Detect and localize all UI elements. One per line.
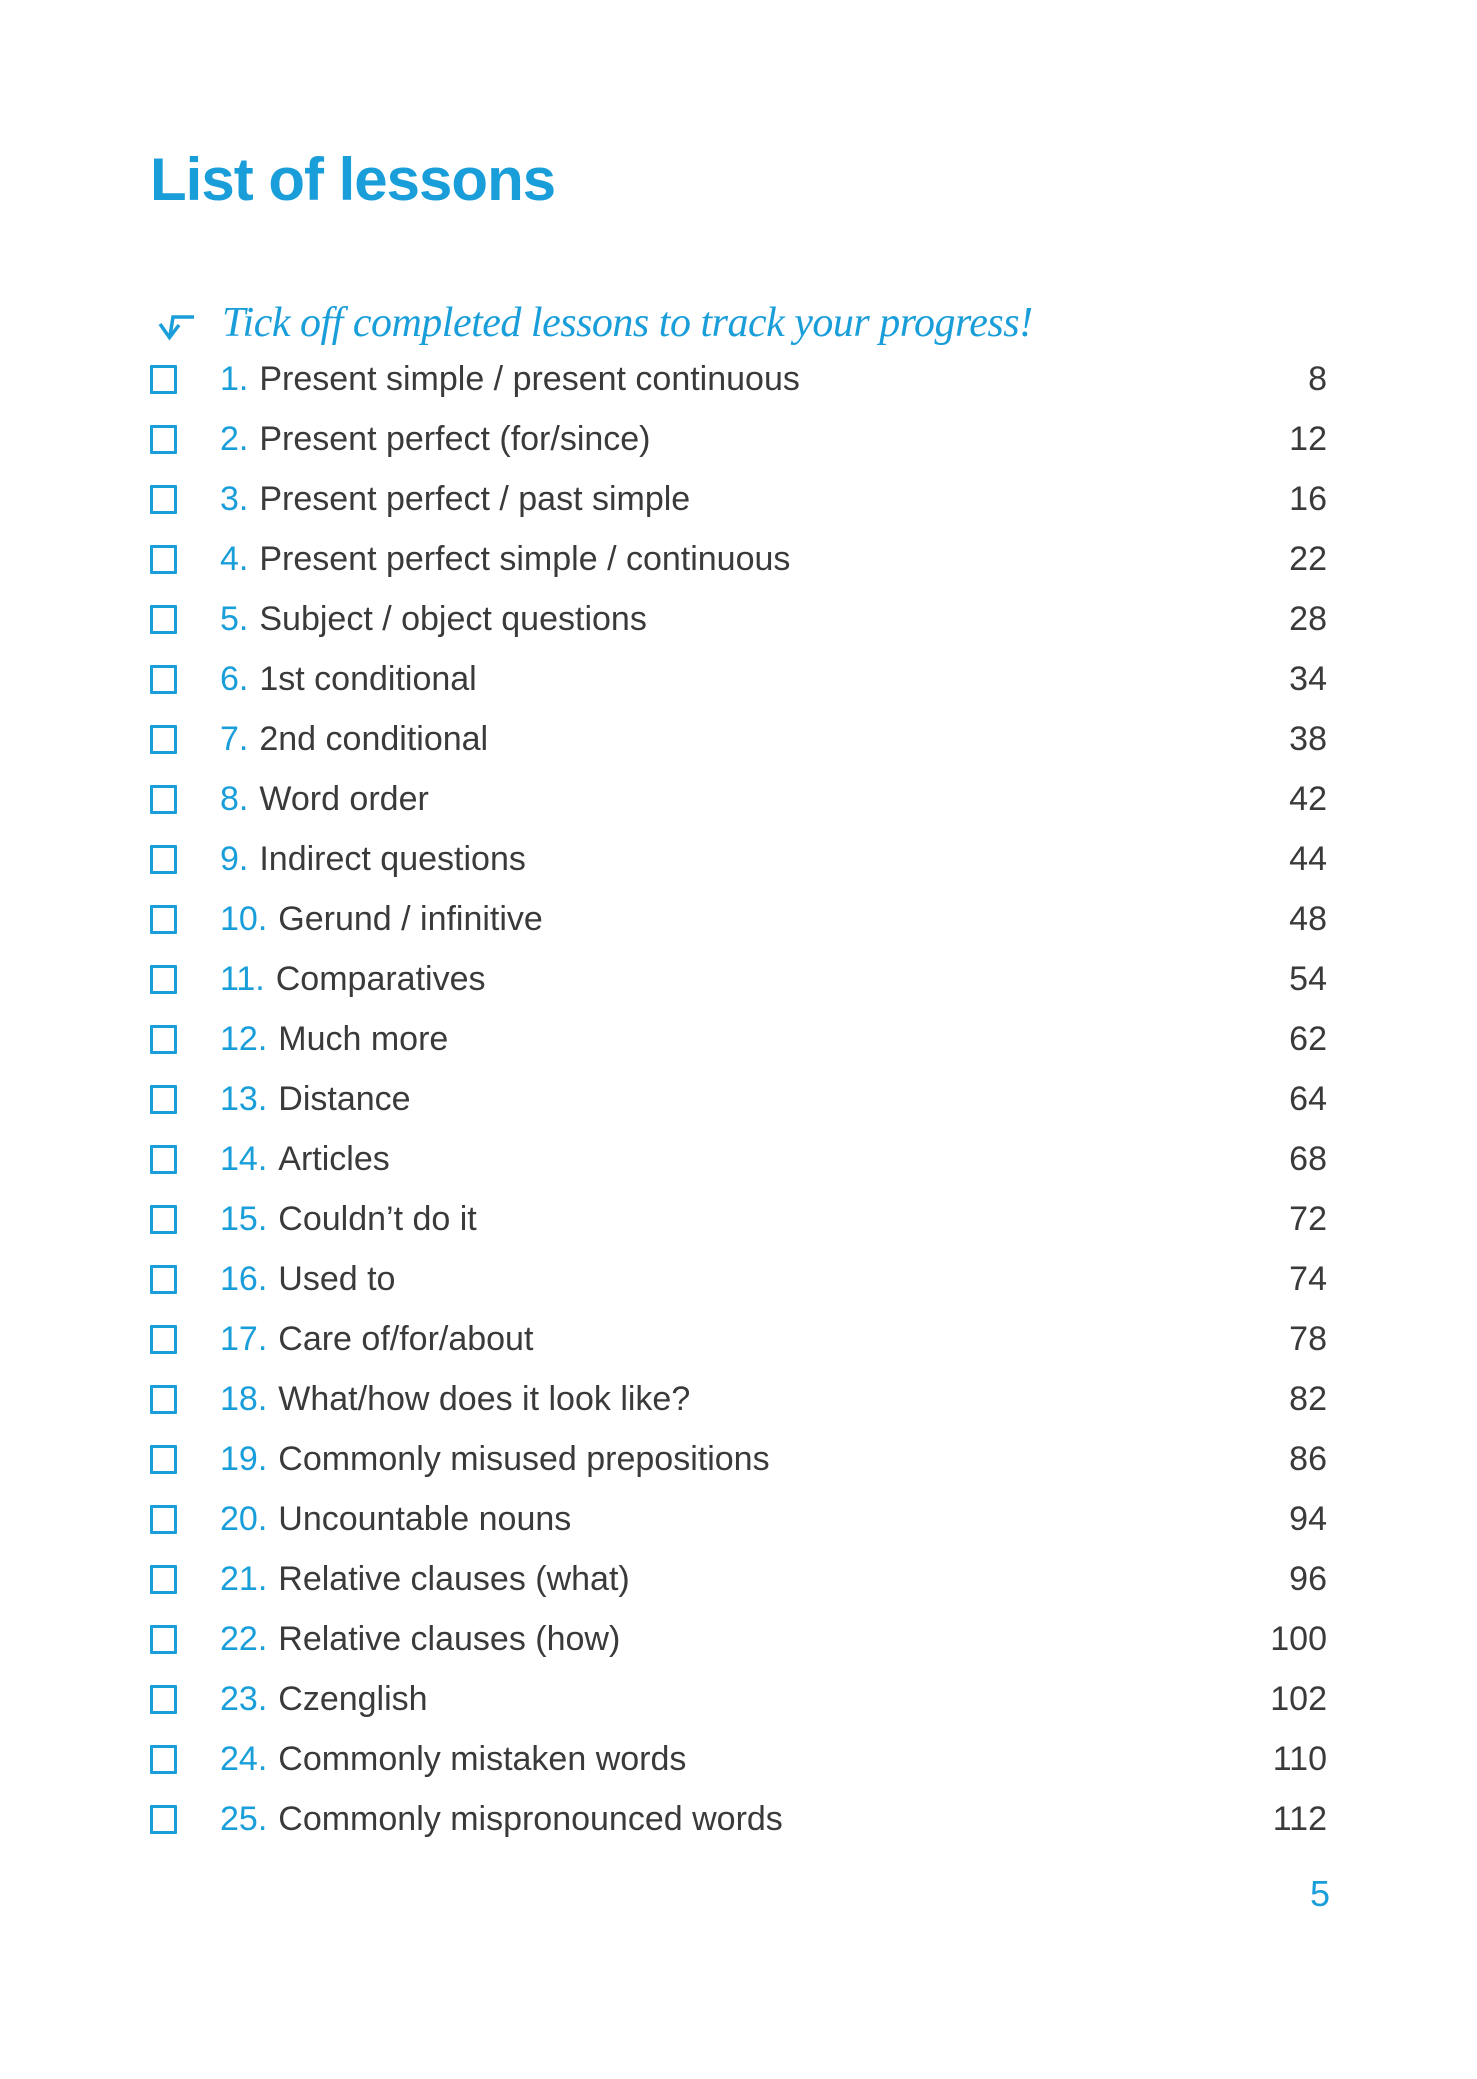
lesson-list	[150, 349, 1327, 1849]
lesson-row	[150, 1789, 1327, 1849]
lesson-page-number: 12	[1289, 419, 1327, 458]
lesson-checkbox[interactable]	[150, 425, 177, 454]
lesson-page-number: 54	[1289, 959, 1327, 998]
lesson-page-number: 8	[1308, 359, 1327, 398]
lesson-number: 25.	[220, 1799, 268, 1838]
lesson-title: Present perfect / past simple	[259, 479, 691, 518]
lesson-title: Articles	[278, 1139, 390, 1178]
lesson-number: 18.	[220, 1379, 268, 1418]
lesson-page-number: 16	[1289, 479, 1327, 518]
lesson-title: Subject / object questions	[259, 599, 647, 638]
lesson-row	[150, 889, 1327, 949]
lesson-checkbox[interactable]	[150, 965, 177, 994]
lesson-checkbox[interactable]	[150, 1265, 177, 1294]
lesson-number: 22.	[220, 1619, 268, 1658]
lesson-row	[150, 1429, 1327, 1489]
lesson-page-number: 22	[1289, 539, 1327, 578]
lesson-title: Couldn’t do it	[278, 1199, 477, 1238]
lesson-page-number: 34	[1289, 659, 1327, 698]
lesson-checkbox[interactable]	[150, 1805, 177, 1834]
lesson-row	[150, 1369, 1327, 1429]
lesson-page-number: 74	[1289, 1259, 1327, 1298]
lesson-page-number: 96	[1289, 1559, 1327, 1598]
lesson-number: 23.	[220, 1679, 268, 1718]
lesson-checkbox[interactable]	[150, 1445, 177, 1474]
lesson-title: Relative clauses (how)	[278, 1619, 621, 1658]
lesson-page-number: 82	[1289, 1379, 1327, 1418]
lesson-row	[150, 349, 1327, 409]
lesson-page-number: 72	[1289, 1199, 1327, 1238]
lesson-checkbox[interactable]	[150, 485, 177, 514]
lesson-checkbox[interactable]	[150, 1085, 177, 1114]
lesson-page-number: 38	[1289, 719, 1327, 758]
lesson-page-number: 102	[1270, 1679, 1327, 1718]
lesson-page-number: 64	[1289, 1079, 1327, 1118]
lesson-checkbox[interactable]	[150, 605, 177, 634]
lesson-checkbox[interactable]	[150, 1685, 177, 1714]
lesson-checkbox[interactable]	[150, 845, 177, 874]
lesson-page-number: 62	[1289, 1019, 1327, 1058]
lesson-row	[150, 1729, 1327, 1789]
lesson-row	[150, 1669, 1327, 1729]
lesson-checkbox[interactable]	[150, 1505, 177, 1534]
lesson-title: Czenglish	[278, 1679, 428, 1718]
lesson-title: Used to	[278, 1259, 396, 1298]
lesson-number: 19.	[220, 1439, 268, 1478]
lesson-checkbox[interactable]	[150, 1145, 177, 1174]
lesson-title: What/how does it look like?	[278, 1379, 691, 1418]
lesson-number: 10.	[220, 899, 268, 938]
lesson-title: Gerund / infinitive	[278, 899, 543, 938]
lesson-page-number: 110	[1272, 1739, 1327, 1778]
lesson-row	[150, 1189, 1327, 1249]
lesson-number: 17.	[220, 1319, 268, 1358]
lesson-number: 6.	[220, 659, 249, 698]
lesson-number: 8.	[220, 779, 249, 818]
lesson-number: 16.	[220, 1259, 268, 1298]
lesson-title: 2nd conditional	[259, 719, 489, 758]
lesson-checkbox[interactable]	[150, 545, 177, 574]
lesson-title: Relative clauses (what)	[278, 1559, 630, 1598]
lesson-checkbox[interactable]	[150, 665, 177, 694]
lesson-number: 11.	[220, 959, 265, 998]
lesson-row	[150, 1549, 1327, 1609]
lesson-title: Comparatives	[275, 959, 486, 998]
lesson-title: Present perfect (for/since)	[259, 419, 651, 458]
lesson-checkbox[interactable]	[150, 725, 177, 754]
lesson-number: 13.	[220, 1079, 268, 1118]
lesson-number: 1.	[220, 359, 249, 398]
lesson-row	[150, 1609, 1327, 1669]
lesson-title: Commonly mistaken words	[278, 1739, 687, 1778]
lesson-row	[150, 409, 1327, 469]
lesson-checkbox[interactable]	[150, 785, 177, 814]
lesson-page-number: 78	[1289, 1319, 1327, 1358]
lesson-page-number: 44	[1289, 839, 1327, 878]
lesson-title: Care of/for/about	[278, 1319, 534, 1358]
lesson-row	[150, 949, 1327, 1009]
lesson-page-number: 48	[1289, 899, 1327, 938]
lesson-row	[150, 589, 1327, 649]
lesson-page-number: 112	[1272, 1799, 1327, 1838]
lesson-number: 9.	[220, 839, 249, 878]
corner-down-left-arrow-icon	[154, 310, 196, 346]
lesson-row	[150, 1129, 1327, 1189]
lesson-checkbox[interactable]	[150, 1205, 177, 1234]
lesson-checkbox[interactable]	[150, 1745, 177, 1774]
lesson-title: Word order	[259, 779, 429, 818]
lesson-number: 5.	[220, 599, 249, 638]
lesson-checkbox[interactable]	[150, 1325, 177, 1354]
lesson-page-number: 28	[1289, 599, 1327, 638]
progress-instruction: Tick off completed lessons to track your progress!	[222, 300, 1033, 346]
lesson-page-number: 86	[1289, 1439, 1327, 1478]
lesson-row	[150, 529, 1327, 589]
lesson-checkbox[interactable]	[150, 905, 177, 934]
lesson-row	[150, 1489, 1327, 1549]
lesson-checkbox[interactable]	[150, 365, 177, 394]
lesson-page-number: 42	[1289, 779, 1327, 818]
lesson-number: 7.	[220, 719, 249, 758]
lesson-checkbox[interactable]	[150, 1385, 177, 1414]
lesson-number: 21.	[220, 1559, 268, 1598]
lesson-row	[150, 1249, 1327, 1309]
lesson-title: Distance	[278, 1079, 411, 1118]
lesson-title: Commonly mispronounced words	[278, 1799, 783, 1838]
lesson-row	[150, 1009, 1327, 1069]
lesson-row	[150, 469, 1327, 529]
lesson-checkbox[interactable]	[150, 1025, 177, 1054]
lesson-title: Present perfect simple / continuous	[259, 539, 791, 578]
lesson-number: 14.	[220, 1139, 268, 1178]
lesson-title: Uncountable nouns	[278, 1499, 572, 1538]
lesson-title: Indirect questions	[259, 839, 526, 878]
lesson-number: 15.	[220, 1199, 268, 1238]
lesson-page-number: 100	[1270, 1619, 1327, 1658]
lesson-checkbox[interactable]	[150, 1565, 177, 1594]
lesson-title: Commonly misused prepositions	[278, 1439, 770, 1478]
lesson-row	[150, 1309, 1327, 1369]
lesson-row	[150, 1069, 1327, 1129]
lesson-row	[150, 709, 1327, 769]
lesson-number: 12.	[220, 1019, 268, 1058]
lesson-number: 4.	[220, 539, 249, 578]
lesson-row	[150, 649, 1327, 709]
lesson-page-number: 94	[1289, 1499, 1327, 1538]
lesson-checkbox[interactable]	[150, 1625, 177, 1654]
lesson-page-number: 68	[1289, 1139, 1327, 1178]
lesson-row	[150, 829, 1327, 889]
lesson-number: 3.	[220, 479, 249, 518]
lesson-row	[150, 769, 1327, 829]
page-title: List of lessons	[150, 146, 556, 213]
lesson-number: 2.	[220, 419, 249, 458]
lesson-number: 24.	[220, 1739, 268, 1778]
lesson-title: Much more	[278, 1019, 449, 1058]
lesson-title: 1st conditional	[259, 659, 477, 698]
lesson-title: Present simple / present continuous	[259, 359, 800, 398]
page-number: 5	[1309, 1873, 1330, 1914]
lesson-number: 20.	[220, 1499, 268, 1538]
